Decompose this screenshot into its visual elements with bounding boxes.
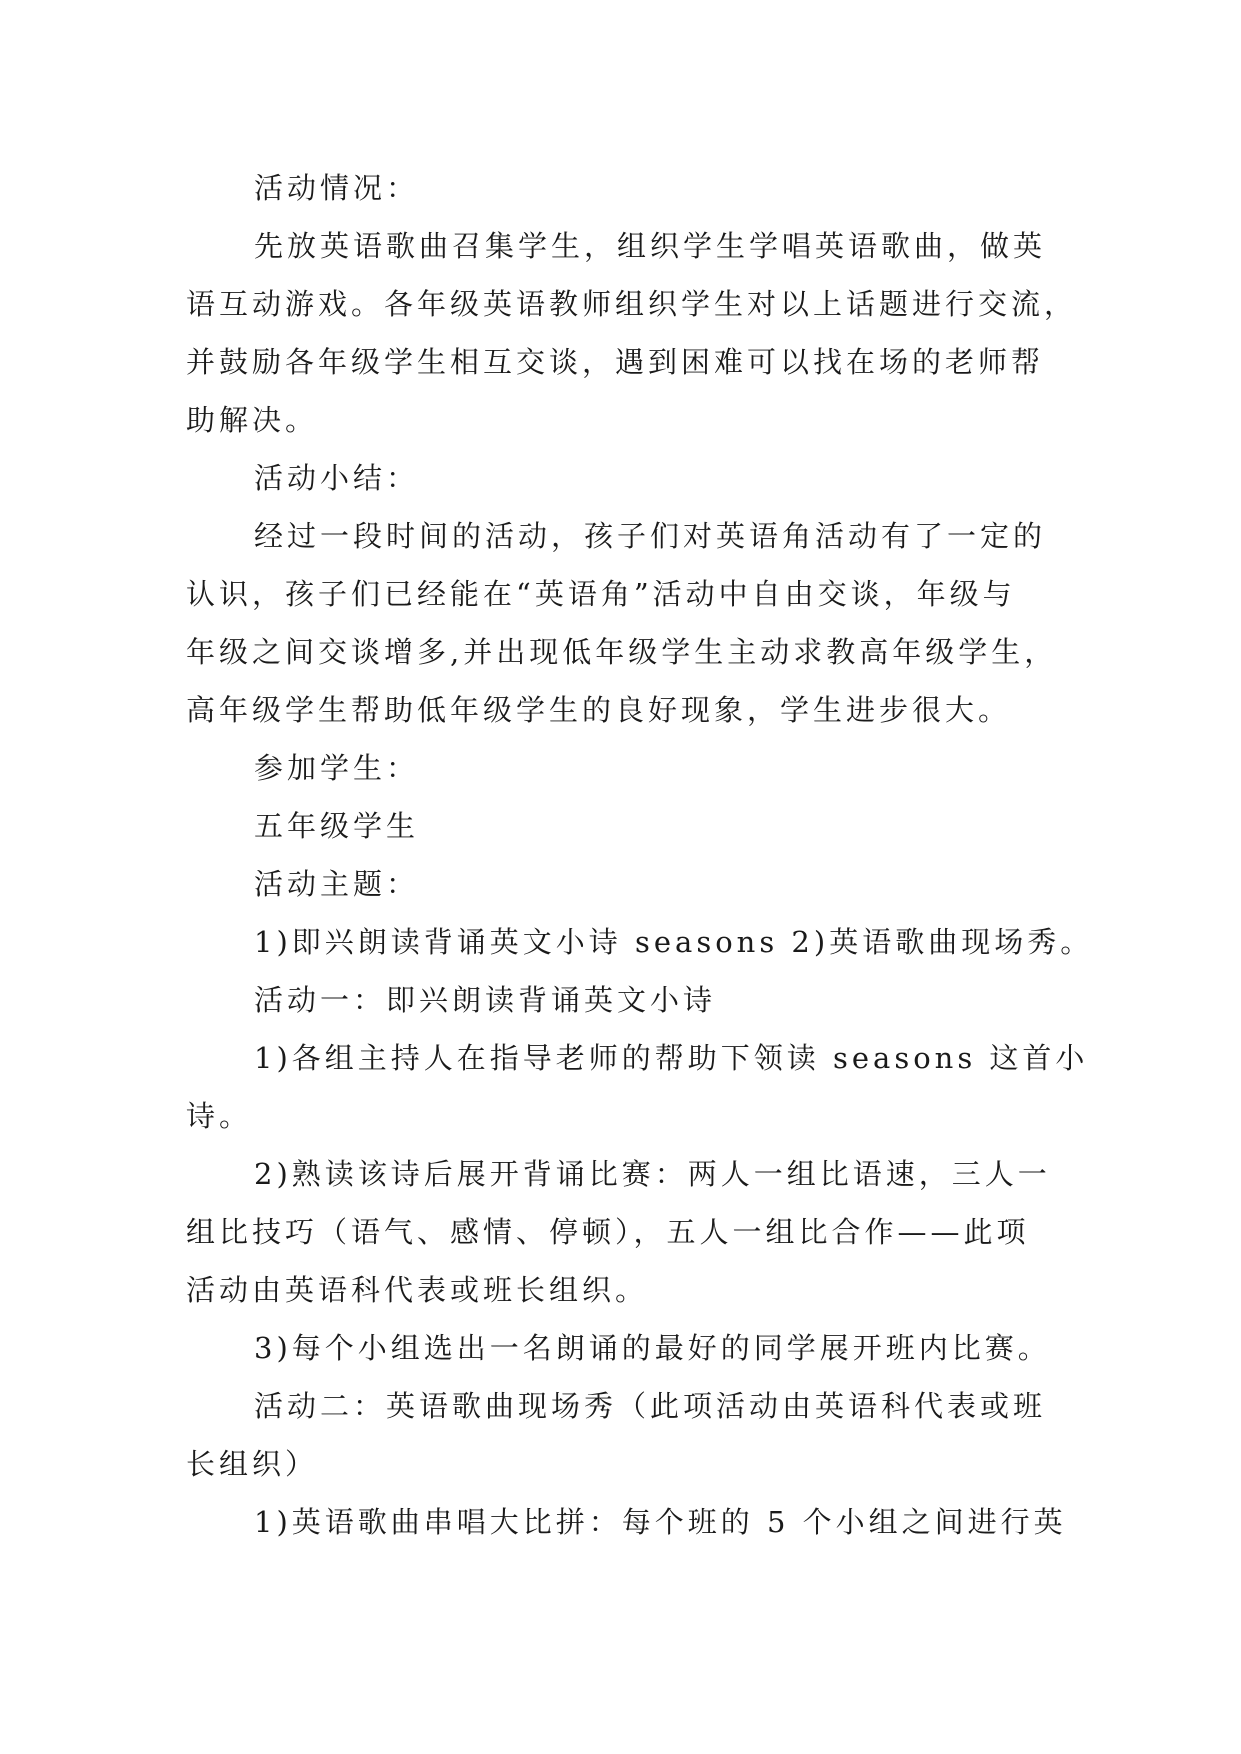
text-line: 活动一：即兴朗读背诵英文小诗 [254, 983, 717, 1017]
text-line: 参加学生： [254, 751, 420, 785]
document-body [186, 159, 1094, 1551]
text-line: 先放英语歌曲召集学生，组织学生学唱英语歌曲，做英 [254, 229, 1047, 263]
text-line: 语互动游戏。各年级英语教师组织学生对以上话题进行交流， [186, 287, 1078, 321]
text-line: 诗。 [186, 1099, 253, 1133]
text-line: 活动二：英语歌曲现场秀（此项活动由英语科代表或班 [254, 1389, 1047, 1423]
text-line: 五年级学生 [254, 809, 420, 843]
text-line: 高年级学生帮助低年级学生的良好现象，学生进步很大。 [186, 693, 1012, 727]
text-line: 年级之间交谈增多,并出现低年级学生主动求教高年级学生， [186, 635, 1058, 669]
text-line: 活动主题： [254, 867, 420, 901]
text-line: 3)每个小组选出一名朗诵的最好的同学展开班内比赛。 [254, 1331, 1051, 1365]
text-line: 活动由英语科代表或班长组织。 [186, 1273, 649, 1307]
text-line: 助解决。 [186, 403, 319, 437]
text-line: 活动情况： [254, 171, 420, 205]
text-line: 长组织） [186, 1447, 319, 1481]
text-line: 1)即兴朗读背诵英文小诗 seasons 2)英语歌曲现场秀。 [254, 925, 1094, 959]
text-line: 活动小结： [254, 461, 420, 495]
text-line: 认识，孩子们已经能在“英语角”活动中自由交谈，年级与 [186, 577, 1016, 611]
text-line: 1)英语歌曲串唱大比拼：每个班的 5 个小组之间进行英 [254, 1505, 1067, 1539]
text-line: 1)各组主持人在指导老师的帮助下领读 seasons 这首小 [254, 1041, 1089, 1075]
text-line: 2)熟读该诗后展开背诵比赛：两人一组比语速，三人一 [254, 1157, 1051, 1191]
text-line: 组比技巧（语气、感情、停顿），五人一组比合作——此项 [186, 1215, 1030, 1249]
text-line: 经过一段时间的活动，孩子们对英语角活动有了一定的 [254, 519, 1047, 553]
text-line: 并鼓励各年级学生相互交谈，遇到困难可以找在场的老师帮 [186, 345, 1045, 379]
